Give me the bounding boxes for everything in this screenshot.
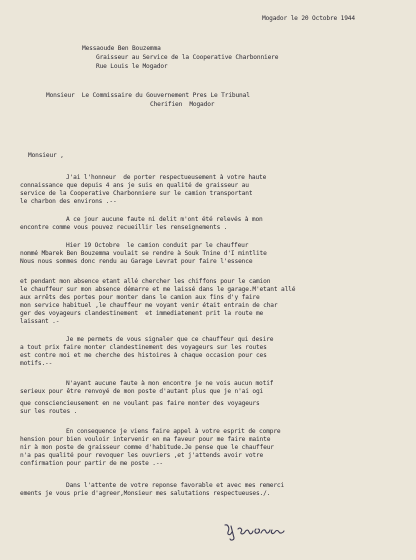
recipient-line-1: Monsieur Le Commissaire du Gouvernement Pres Le Tribunal: [46, 92, 250, 99]
paragraph-1-line: connaissance que depuis 4 ans je suis en qualité de graisseur au: [20, 182, 249, 189]
paragraph-2-line: A ce jour aucune faute ni delit m'ont été relevés à mon: [66, 216, 263, 223]
sender-address: Rue Louis le Mogador: [96, 63, 168, 70]
recipient-line-2: Cherifien Mogador: [150, 101, 215, 108]
paragraph-3-line: laissant .-: [20, 318, 60, 325]
sender-occupation: Graisseur au Service de la Cooperative Charbonniere: [96, 54, 279, 61]
paragraph-2-line: encontre comme vous pouvez recueillir les renseignements .: [20, 224, 228, 231]
paragraph-3-line: nommé Mbarek Ben Bouzemma voulait se rendre à Souk Tnine d'I mintlite: [20, 250, 267, 257]
paragraph-6-line: confirmation pour partir de me poste .--: [20, 460, 164, 467]
paragraph-4-line: motifs.--: [20, 360, 53, 367]
handwritten-signature: [222, 520, 292, 542]
paragraph-1-line: J'ai l'honneur de porter respectueusement à votre haute: [66, 174, 267, 181]
paragraph-3-line: et pendant mon absence etant allé chercher les chiffons pour le camion: [20, 278, 271, 285]
paragraph-4-line: est contre moi et me cherche des histoires à chaque occasion pour ces: [20, 352, 267, 359]
paragraph-5-line: sur les routes .: [20, 408, 78, 415]
paragraph-5-line: que consciencieusement en ne voulant pas faire monter des voyageurs: [20, 400, 260, 407]
paragraph-7-line: ements je vous prie d'agreer,Monsieur mes salutations respectueuses./.: [20, 490, 271, 497]
date-line: Mogador le 20 Octobre 1944: [262, 15, 355, 22]
paragraph-5-line: N'ayant aucune faute à mon encontre je ne vois aucun motif: [66, 380, 274, 387]
paragraph-3-line: le chauffeur sur mon absence démarre et me laissé dans le garage.M'etant allé: [20, 286, 296, 293]
paragraph-5-line: serieux pour être renvoyé de mon poste d'autant plus que je n'ai ogi: [20, 388, 264, 395]
paragraph-6-line: En consequence je viens faire appel à votre esprit de compre: [66, 428, 281, 435]
paragraph-3-line: Nous nous sommes donc rendu au Garage Levrat pour faire l'essence: [20, 258, 253, 265]
salutation: Monsieur ,: [28, 152, 64, 159]
paragraph-4-line: a tout prix faire monter clandestinement des voyageurs sur les routes: [20, 344, 267, 351]
paragraph-3-line: Hier 19 Octobre le camion conduit par le chauffeur: [66, 242, 249, 249]
paragraph-3-line: aux arrêts des portes pour monter dans le camion aux fins d'y faire: [20, 294, 260, 301]
paragraph-3-line: mon service habituel ,le chauffeur me voyant venir était entrain de char: [20, 302, 278, 309]
paragraph-7-line: Dans l'attente de votre reponse favorable et avec mes remerci: [66, 482, 285, 489]
paragraph-6-line: hension pour bien vouloir intervenir en ma faveur pour me faire mainte: [20, 436, 271, 443]
paragraph-3-line: ger des voyageurs clandestinement et immediatement prit la route me: [20, 310, 264, 317]
paragraph-1-line: service de la Cooperative Charbonniere sur le camion transportant: [20, 190, 253, 197]
sender-name: Messaoude Ben Bouzemma: [82, 45, 161, 52]
paragraph-6-line: nir à mon poste de graisseur comme d'habitude.Je pense que le chauffeur: [20, 444, 274, 451]
paragraph-1-line: le charbon des environs .--: [20, 198, 117, 205]
paragraph-4-line: Je me permets de vous signaler que ce chauffeur qui desire: [66, 336, 274, 343]
paragraph-6-line: n'a pas qualité pour revoquer les ouvriers ,et j'attends avoir votre: [20, 452, 264, 459]
